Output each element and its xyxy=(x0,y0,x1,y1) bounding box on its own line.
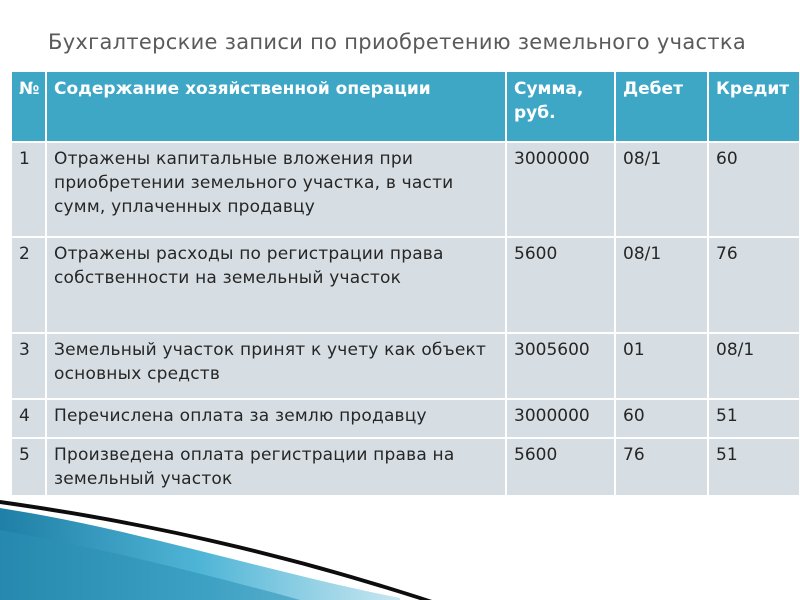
row-number: 2 xyxy=(11,237,46,333)
row-debit: 60 xyxy=(615,399,708,438)
row-debit: 08/1 xyxy=(615,142,708,237)
accounting-entries-table xyxy=(10,70,800,497)
row-content: Отражены капитальные вложения при приобретении земельного участка, в части сумм, уплаченных продавцу xyxy=(46,142,506,237)
row-debit: 01 xyxy=(615,333,708,399)
header-content: Содержание хозяйственной операции xyxy=(46,71,506,142)
row-amount: 3000000 xyxy=(506,399,615,438)
table-row xyxy=(11,438,800,496)
table-header-row xyxy=(11,71,800,142)
row-number: 4 xyxy=(11,399,46,438)
header-credit: Кредит xyxy=(708,71,800,142)
row-amount: 5600 xyxy=(506,237,615,333)
row-content: Отражены расходы по регистрации права собственности на земельный участок xyxy=(46,237,506,333)
row-amount: 3000000 xyxy=(506,142,615,237)
table-row xyxy=(11,142,800,237)
row-debit: 76 xyxy=(615,438,708,496)
row-credit: 60 xyxy=(708,142,800,237)
row-content: Земельный участок принят к учету как объект основных средств xyxy=(46,333,506,399)
row-credit: 08/1 xyxy=(708,333,800,399)
header-amount: Сумма, руб. xyxy=(506,71,615,142)
row-number: 1 xyxy=(11,142,46,237)
row-amount: 3005600 xyxy=(506,333,615,399)
row-content: Произведена оплата регистрации права на земельный участок xyxy=(46,438,506,496)
table-row xyxy=(11,333,800,399)
row-credit: 76 xyxy=(708,237,800,333)
row-number: 3 xyxy=(11,333,46,399)
header-number: № xyxy=(11,71,46,142)
header-debit: Дебет xyxy=(615,71,708,142)
table-row xyxy=(11,399,800,438)
row-credit: 51 xyxy=(708,438,800,496)
decorative-swoosh xyxy=(0,500,800,600)
row-amount: 5600 xyxy=(506,438,615,496)
row-credit: 51 xyxy=(708,399,800,438)
row-content: Перечислена оплата за землю продавцу xyxy=(46,399,506,438)
row-debit: 08/1 xyxy=(615,237,708,333)
slide-title: Бухгалтерские записи по приобретению земельного участка xyxy=(48,30,747,54)
row-number: 5 xyxy=(11,438,46,496)
table-row xyxy=(11,237,800,333)
